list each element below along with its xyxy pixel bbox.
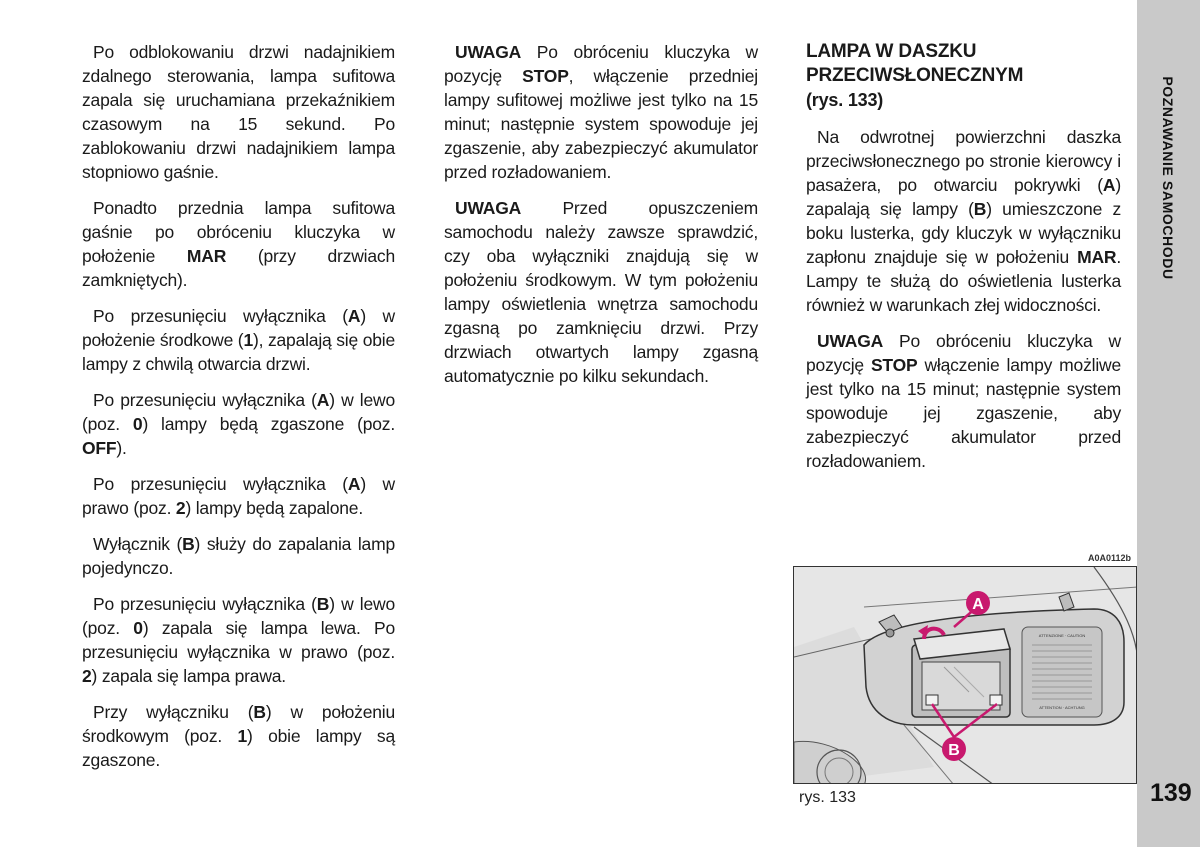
warning-label: UWAGA	[455, 42, 522, 62]
paragraph: Przy wyłączniku (B) w położeniu środkowym (poz. 1) obie lampy są zgaszone.	[82, 702, 396, 770]
callout-a-label: A	[972, 596, 984, 613]
paragraph: Po przesunięciu wyłącznika (A) w prawo (poz. 2) lampy będą zapalone.	[82, 474, 395, 518]
caution-bottom-label: ATTENTION · ACHTUNG	[1039, 705, 1085, 710]
paragraph: Na odwrotnej powierzchni daszka przeciwsłonecznego po stronie kierowcy i pasażera, po otwarciu pokrywki (A) zapalają się lampy (B) umieszczone z boku lusterka, gdy kluczyk w wyłączniku zapłonu znajduje się w położeniu MAR. Lampy te służą do oświetlenia lusterka również w warunkach złej widoczności.	[806, 127, 1121, 315]
caution-top-label: ATTENZIONE · CAUTION	[1038, 633, 1086, 638]
sun-visor-drawing	[794, 567, 1137, 784]
sun-visor-illustration	[793, 566, 1137, 784]
paragraph: Po przesunięciu wyłącznika (A) w położenie środkowe (1), zapalają się obie lampy z chwilą otwarcia drzwi.	[82, 306, 395, 374]
warning-paragraph: UWAGA Po obróceniu kluczyka w pozycję STOP, włączenie przedniej lampy sufitowej możliwe jest tylko na 15 minut; następnie system spowoduje jej zgaszenie, aby zabezpieczyć akumulator przed rozładowaniem.	[444, 42, 758, 182]
text-column-1	[82, 40, 395, 784]
figure-caption: rys. 133	[799, 789, 856, 806]
section-heading: LAMPA W DASZKU PRZECIWSŁONECZNYM (rys. 133)	[806, 41, 1024, 110]
page-number: 139	[1150, 779, 1192, 807]
warning-paragraph: UWAGA Po obróceniu kluczyka w pozycję STOP włączenie lampy możliwe jest tylko na 15 minut; następnie system spowoduje jej zgaszenie, aby zabezpieczyć akumulator przed rozładowaniem.	[806, 331, 1121, 471]
paragraph: Po przesunięciu wyłącznika (A) w lewo (poz. 0) lampy będą zgaszone (poz. OFF).	[82, 390, 395, 458]
chapter-title-text: POZNAWANIE SAMOCHODU	[1160, 76, 1176, 280]
warning-label: UWAGA	[817, 331, 884, 351]
figure-code: A0A0112b	[1088, 553, 1132, 563]
paragraph: Ponadto przednia lampa sufitowa gaśnie po obróceniu kluczyka w położenie MAR (przy drzwiach zamkniętych).	[82, 198, 395, 290]
text-column-3	[806, 40, 1121, 485]
chapter-title	[1153, 43, 1183, 313]
warning-paragraph: UWAGA Przed opuszczeniem samochodu należy zawsze sprawdzić, czy oba wyłączniki znajdują się w położeniu środkowym. W tym położeniu lampy oświetlenia wnętrza samochodu zgasną po zamknięciu drzwi. Przy drzwiach otwartych lampy zgasną automatycznie po kilku sekundach.	[444, 198, 758, 386]
warning-label: UWAGA	[455, 198, 522, 218]
paragraph: Po odblokowaniu drzwi nadajnikiem zdalnego sterowania, lampa sufitowa zapala się uruchamiana przekaźnikiem czasowym na 15 sekund. Po zablokowaniu drzwi nadajnikiem lampa stopniowo gaśnie.	[82, 42, 395, 182]
text-column-2	[444, 40, 758, 400]
figure-reference: (rys. 133)	[806, 90, 884, 110]
paragraph: Po przesunięciu wyłącznika (B) w lewo (poz. 0) zapala się lampa lewa. Po przesunięciu wyłącznika w prawo (poz. 2) zapala się lampa prawa.	[82, 594, 395, 686]
paragraph: Wyłącznik (B) służy do zapalania lamp pojedynczo.	[82, 534, 395, 578]
callout-b-label: B	[948, 742, 960, 759]
